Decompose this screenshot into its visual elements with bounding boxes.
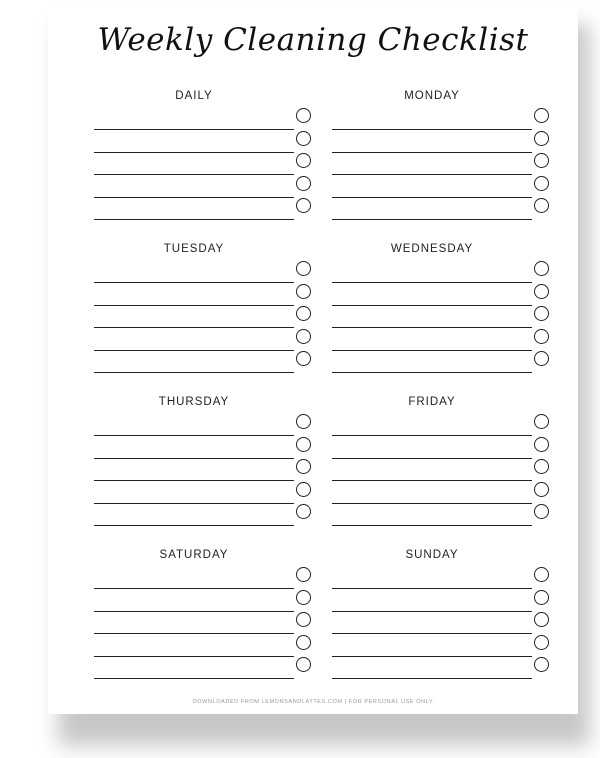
- checklist-row: [332, 414, 552, 436]
- checklist-row: [332, 284, 552, 306]
- task-checkbox[interactable]: [534, 351, 549, 366]
- checklist-row: [332, 153, 552, 175]
- task-checkbox[interactable]: [296, 131, 311, 146]
- checklist-row: [94, 657, 314, 679]
- task-checkbox[interactable]: [296, 284, 311, 299]
- section-label: TUESDAY: [163, 243, 225, 255]
- task-checkbox[interactable]: [534, 612, 549, 627]
- checklist-row: [332, 482, 552, 504]
- checklist-row: [94, 261, 314, 283]
- task-checkbox[interactable]: [296, 590, 311, 605]
- checklist-row: [94, 351, 314, 373]
- task-checkbox[interactable]: [296, 414, 311, 429]
- checklist-row: [332, 459, 552, 481]
- page-title: Weekly Cleaning Checklist: [97, 22, 529, 58]
- task-checkbox[interactable]: [296, 437, 311, 452]
- task-checkbox[interactable]: [534, 153, 549, 168]
- checklist-row: [94, 198, 314, 220]
- checklist-row: [332, 635, 552, 657]
- task-checkbox[interactable]: [534, 176, 549, 191]
- section-label: SATURDAY: [159, 549, 229, 561]
- checklist-row: [94, 306, 314, 328]
- task-checkbox[interactable]: [296, 351, 311, 366]
- checklist-row: [332, 329, 552, 351]
- task-write-line: [332, 219, 532, 220]
- task-checkbox[interactable]: [534, 504, 549, 519]
- task-checkbox[interactable]: [534, 459, 549, 474]
- section-label: WEDNESDAY: [390, 243, 474, 255]
- task-checkbox[interactable]: [534, 198, 549, 213]
- checklist-row: [94, 414, 314, 436]
- section-label: MONDAY: [404, 90, 460, 102]
- task-checkbox[interactable]: [296, 459, 311, 474]
- checklist-row: [332, 351, 552, 373]
- task-checkbox[interactable]: [296, 153, 311, 168]
- task-checkbox[interactable]: [534, 261, 549, 276]
- task-checkbox[interactable]: [296, 329, 311, 344]
- task-write-line: [332, 525, 532, 526]
- checklist-row: [332, 567, 552, 589]
- checklist-row: [94, 176, 314, 198]
- checklist-row: [94, 284, 314, 306]
- checklist-row: [332, 108, 552, 130]
- task-checkbox[interactable]: [296, 306, 311, 321]
- task-checkbox[interactable]: [296, 657, 311, 672]
- section-label: SUNDAY: [405, 549, 459, 561]
- task-checkbox[interactable]: [534, 657, 549, 672]
- task-checkbox[interactable]: [296, 567, 311, 582]
- checklist-row: [94, 504, 314, 526]
- checklist-row: [94, 108, 314, 130]
- footer-note: DOWNLOADED FROM LEMONSANDLATTES.COM | FOR PERSONAL USE ONLY: [192, 699, 434, 705]
- task-checkbox[interactable]: [296, 198, 311, 213]
- section-label: THURSDAY: [158, 396, 230, 408]
- checklist-row: [94, 635, 314, 657]
- task-checkbox[interactable]: [296, 612, 311, 627]
- checklist-row: [94, 437, 314, 459]
- task-checkbox[interactable]: [296, 108, 311, 123]
- task-checkbox[interactable]: [534, 567, 549, 582]
- task-checkbox[interactable]: [534, 108, 549, 123]
- checklist-page: [48, 8, 578, 714]
- task-checkbox[interactable]: [296, 635, 311, 650]
- checklist-row: [94, 131, 314, 153]
- task-checkbox[interactable]: [534, 437, 549, 452]
- task-checkbox[interactable]: [534, 414, 549, 429]
- task-write-line: [94, 372, 294, 373]
- section-label: FRIDAY: [408, 396, 456, 408]
- checklist-row: [332, 306, 552, 328]
- task-write-line: [332, 678, 532, 679]
- checklist-row: [332, 612, 552, 634]
- checklist-row: [332, 176, 552, 198]
- task-write-line: [94, 525, 294, 526]
- checklist-row: [94, 329, 314, 351]
- task-checkbox[interactable]: [534, 284, 549, 299]
- section-label: DAILY: [175, 90, 213, 102]
- checklist-row: [94, 612, 314, 634]
- checklist-row: [332, 261, 552, 283]
- task-checkbox[interactable]: [296, 504, 311, 519]
- task-checkbox[interactable]: [534, 482, 549, 497]
- checklist-row: [94, 482, 314, 504]
- checklist-row: [94, 590, 314, 612]
- checklist-row: [332, 590, 552, 612]
- task-checkbox[interactable]: [534, 590, 549, 605]
- checklist-row: [332, 198, 552, 220]
- checklist-row: [94, 459, 314, 481]
- checklist-row: [332, 437, 552, 459]
- checklist-row: [94, 567, 314, 589]
- task-write-line: [94, 678, 294, 679]
- task-write-line: [94, 219, 294, 220]
- task-checkbox[interactable]: [534, 306, 549, 321]
- task-checkbox[interactable]: [296, 482, 311, 497]
- checklist-row: [332, 504, 552, 526]
- task-write-line: [332, 372, 532, 373]
- task-checkbox[interactable]: [296, 176, 311, 191]
- checklist-row: [94, 153, 314, 175]
- checklist-row: [332, 131, 552, 153]
- task-checkbox[interactable]: [534, 131, 549, 146]
- task-checkbox[interactable]: [296, 261, 311, 276]
- task-checkbox[interactable]: [534, 635, 549, 650]
- checklist-row: [332, 657, 552, 679]
- task-checkbox[interactable]: [534, 329, 549, 344]
